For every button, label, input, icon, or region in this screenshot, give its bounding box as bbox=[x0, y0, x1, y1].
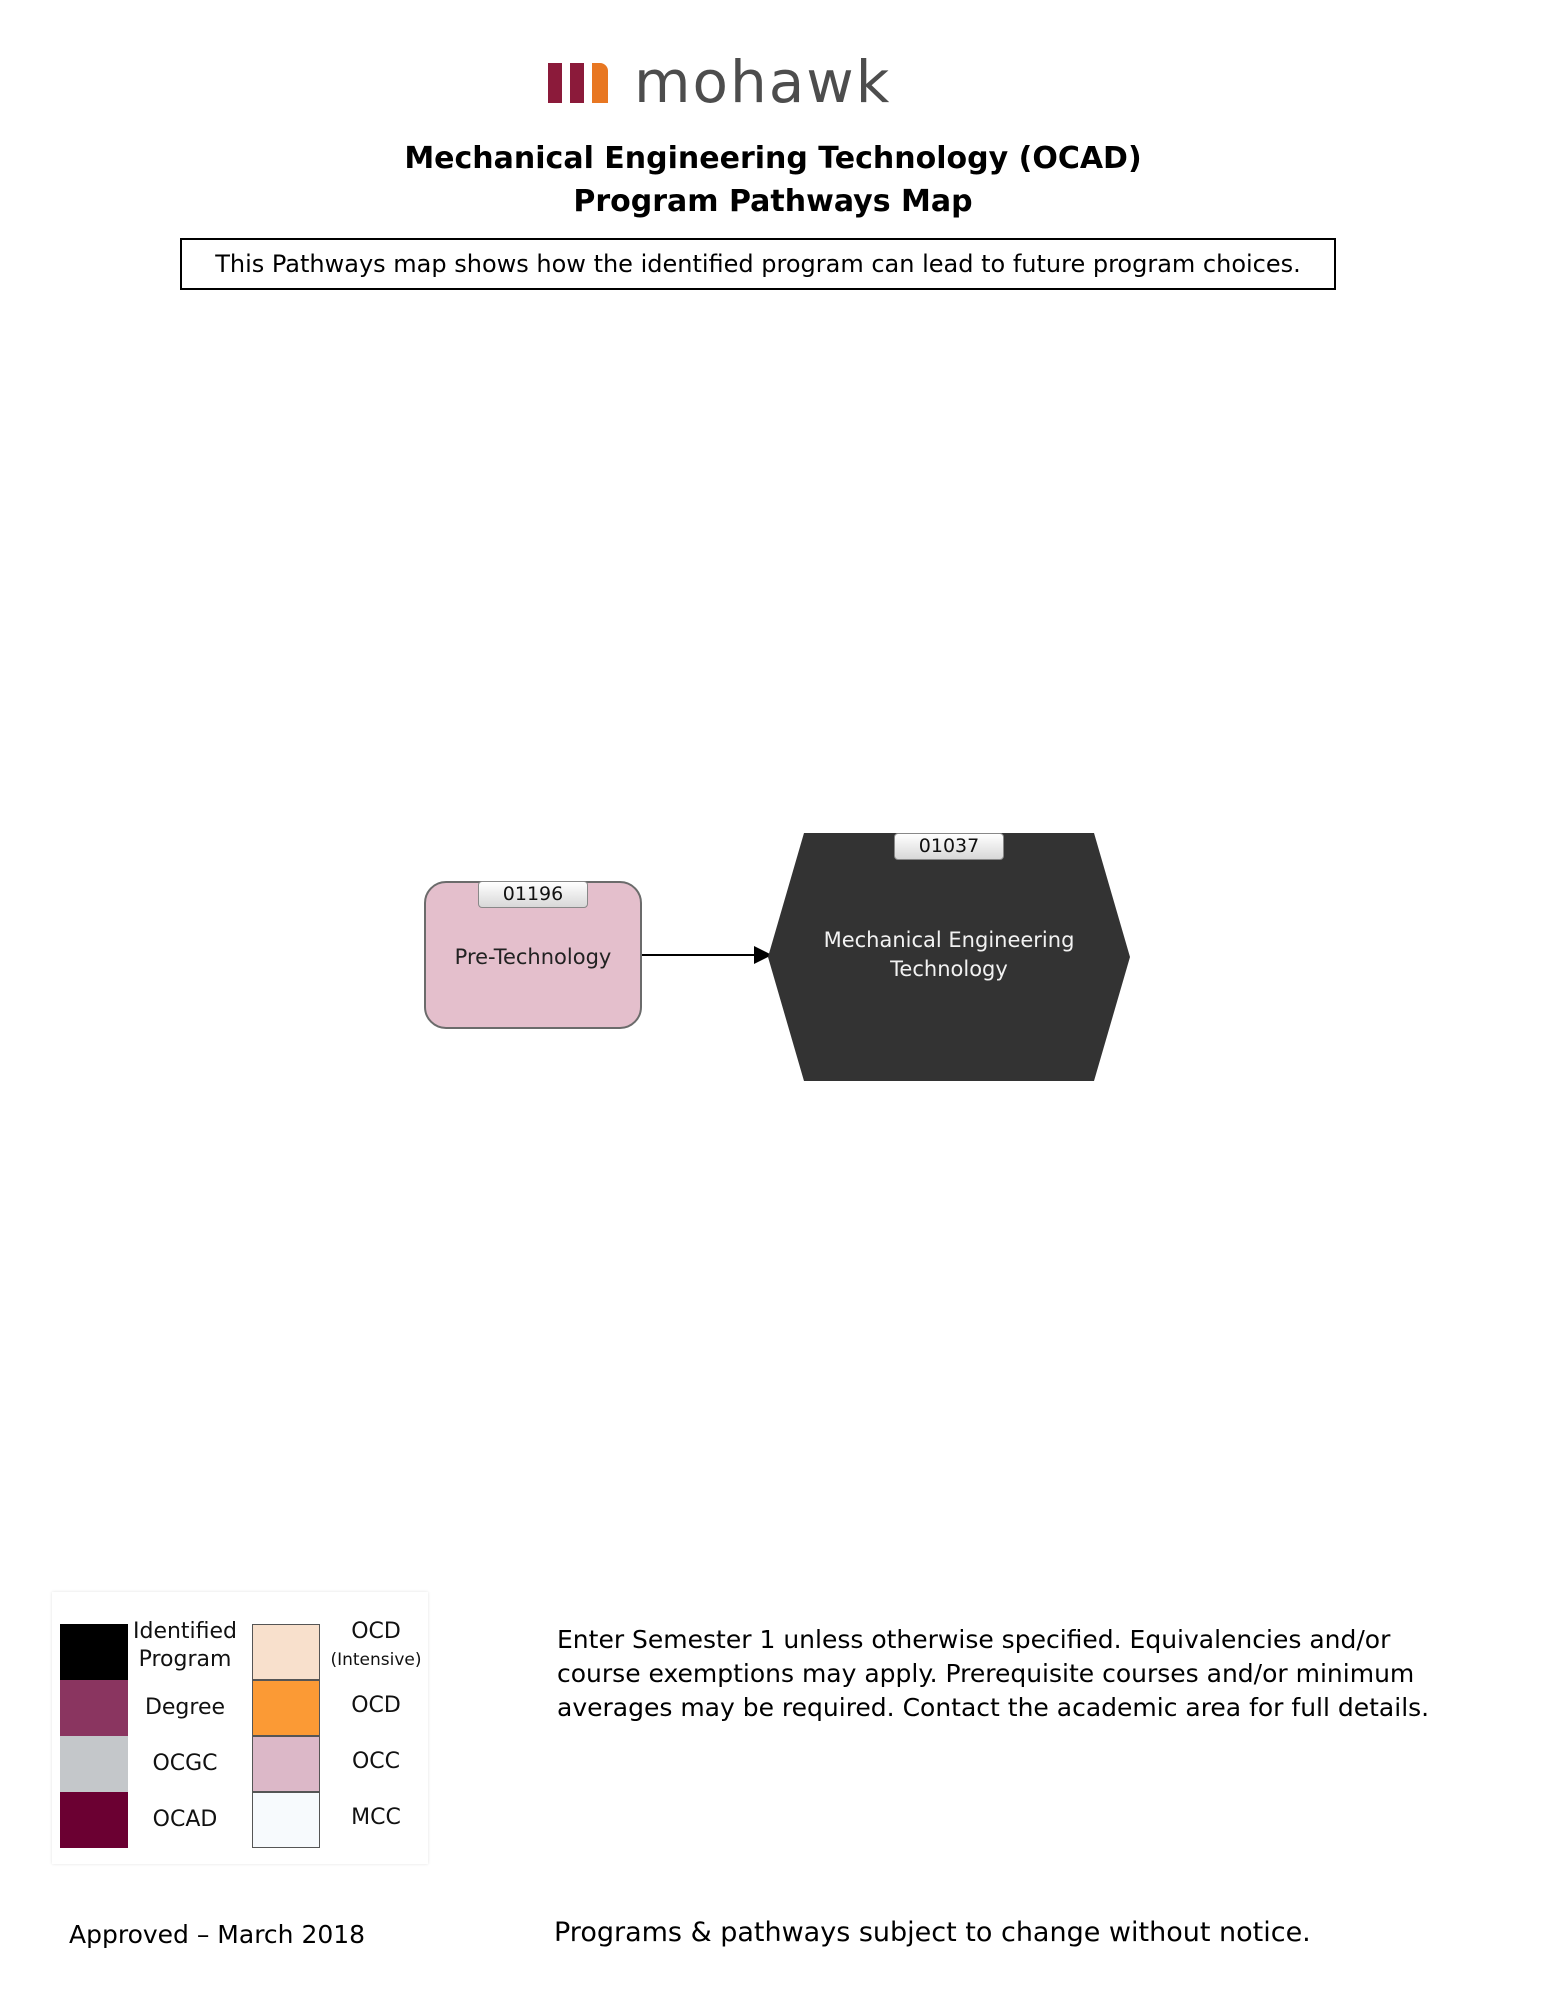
disclaimer-text: Programs & pathways subject to change without notice. bbox=[554, 1917, 1311, 1948]
legend-label-identified bbox=[130, 1618, 240, 1674]
legend-label-line2: Program bbox=[138, 1647, 232, 1672]
legend-swatch-ocad bbox=[60, 1792, 128, 1848]
description-box bbox=[180, 238, 1336, 290]
mohawk-logo bbox=[548, 48, 988, 116]
legend-label-line1: Identified bbox=[132, 1619, 238, 1644]
legend-swatch-degree bbox=[60, 1680, 128, 1736]
legend-swatch-identified bbox=[60, 1624, 128, 1680]
logo-bar-1 bbox=[548, 63, 562, 103]
approved-date: Approved – March 2018 bbox=[69, 1920, 366, 1949]
legend-label-occ: OCC bbox=[351, 1749, 401, 1774]
legend-label-ocd: OCD bbox=[351, 1693, 401, 1718]
node-code-tab: 01196 bbox=[478, 881, 588, 908]
legend-swatch-ocgc bbox=[60, 1736, 128, 1792]
node-label: Pre-Technology bbox=[454, 945, 612, 969]
page-title: Mechanical Engineering Technology (OCAD) bbox=[404, 141, 1142, 176]
legend-label-degree: Degree bbox=[144, 1695, 226, 1720]
legend-label-mcc: MCC bbox=[351, 1805, 401, 1830]
legend-swatch-ocd-intensive bbox=[252, 1624, 320, 1680]
legend-swatch-occ bbox=[252, 1736, 320, 1792]
logo-bar-3 bbox=[592, 63, 608, 103]
logo-bar-2 bbox=[570, 63, 584, 103]
legend-swatch-mcc bbox=[252, 1792, 320, 1848]
legend-sublabel: (Intensive) bbox=[330, 1650, 422, 1670]
legend bbox=[52, 1592, 428, 1864]
pathway-arrow bbox=[642, 940, 772, 970]
node-label-line2: Technology bbox=[890, 957, 1008, 981]
node-label-line1: Mechanical Engineering bbox=[823, 928, 1075, 952]
legend-label-line1: OCD bbox=[351, 1619, 401, 1644]
node-label bbox=[768, 926, 1130, 984]
legend-label-ocd-intensive bbox=[324, 1618, 428, 1674]
node-code-tab: 01037 bbox=[894, 833, 1004, 860]
description-text: This Pathways map shows how the identified program can lead to future program choices. bbox=[215, 250, 1301, 278]
legend-label-ocad: OCAD bbox=[152, 1807, 218, 1832]
page-subtitle: Program Pathways Map bbox=[573, 184, 973, 219]
logo-wordmark: mohawk bbox=[634, 48, 892, 116]
legend-swatch-ocd bbox=[252, 1680, 320, 1736]
legend-label-ocgc: OCGC bbox=[152, 1751, 218, 1776]
notes-text: Enter Semester 1 unless otherwise specified. Equivalencies and/or course exemptions may apply. Prerequisite courses and/or minimum averages may be required. Contact the academic area for full details. bbox=[557, 1625, 1430, 1722]
